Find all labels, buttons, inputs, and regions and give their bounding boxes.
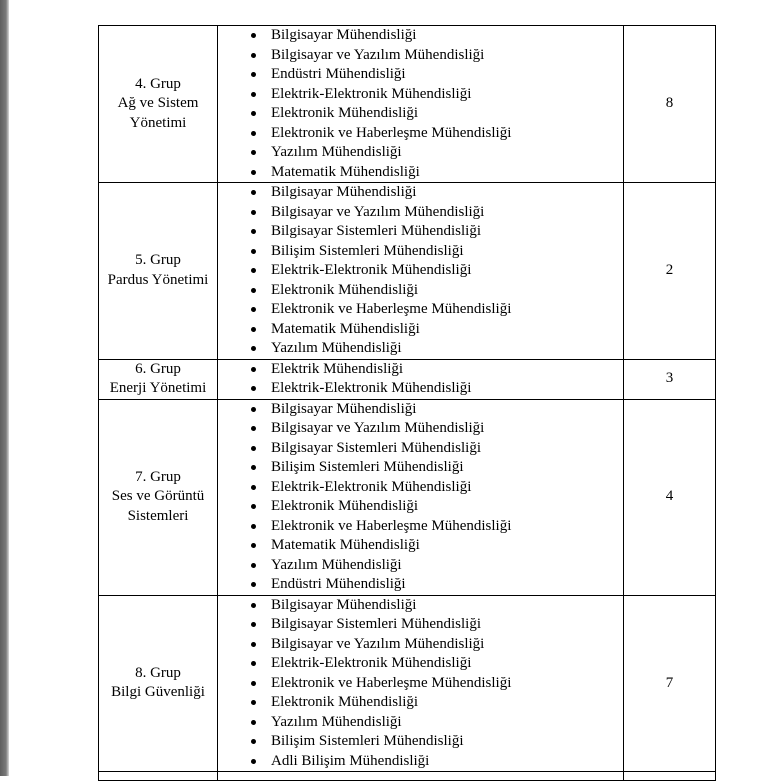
department-list-item: Elektronik ve Haberleşme Mühendisliği [218,300,623,320]
department-list-item: Elektrik-Elektronik Mühendisliği [218,379,623,399]
groups-table-body [99,26,716,781]
department-list-item: Bilgisayar Mühendisliği [218,26,623,46]
department-list-item: Bilgisayar Mühendisliği [218,183,623,203]
group-name-line: Ses ve Görüntü [111,488,205,505]
department-list-item: Bilişim Sistemleri Mühendisliği [218,242,623,262]
department-list-item: Bilgisayar Sistemleri Mühendisliği [218,615,623,635]
department-list-item: Bilgisayar Sistemleri Mühendisliği [218,439,623,459]
department-list-item: Elektronik ve Haberleşme Mühendisliği [218,674,623,694]
group-number: 5. Grup [135,252,181,269]
department-list-item: Elektrik Mühendisliği [218,360,623,380]
group-number: 4. Grup [135,75,181,92]
department-list-item: Endüstri Mühendisliği [218,575,623,595]
department-list-item: Matematik Mühendisliği [218,536,623,556]
department-list-item: Matematik Mühendisliği [218,320,623,340]
departments-cell [218,359,624,399]
department-list-item: Bilgisayar ve Yazılım Mühendisliği [218,419,623,439]
department-list-item: Bilgisayar ve Yazılım Mühendisliği [218,46,623,66]
department-list-item: Matematik Mühendisliği [218,163,623,183]
group-cell [99,399,218,595]
group-number: 6. Grup [135,360,181,377]
department-list-item: Endüstri Mühendisliği [218,65,623,85]
department-list-item: Elektrik-Elektronik Mühendisliği [218,478,623,498]
position-count: 7 [624,595,716,772]
department-list-item: Elektrik-Elektronik Mühendisliği [218,261,623,281]
position-count: 2 [624,183,716,360]
department-list-item: Yazılım Mühendisliği [218,713,623,733]
department-list [218,596,623,772]
group-name-line: Enerji Yönetimi [109,380,207,396]
department-list-item: Bilişim Sistemleri Mühendisliği [218,458,623,478]
department-list-item: Yazılım Mühendisliği [218,556,623,576]
departments-cell [218,399,624,595]
group-name-line: Pardus Yönetimi [107,271,209,288]
table-row [99,359,716,399]
table-row-partial [99,772,716,781]
table-row [99,183,716,360]
table-row [99,26,716,183]
department-list [218,26,623,182]
position-count: 4 [624,399,716,595]
group-number: 7. Grup [135,468,181,485]
department-list [218,360,623,399]
group-cell [99,359,218,399]
group-cell [99,183,218,360]
department-list-item: Elektrik-Elektronik Mühendisliği [218,654,623,674]
department-list-item: Yazılım Mühendisliği [218,143,623,163]
departments-cell [218,183,624,360]
department-list-item: Elektronik ve Haberleşme Mühendisliği [218,124,623,144]
department-list-item: Elektronik Mühendisliği [218,693,623,713]
table-row [99,399,716,595]
group-name-line: Ağ ve Sistem [117,95,199,112]
department-list-item: Elektronik Mühendisliği [218,497,623,517]
group-name-line: Sistemleri [127,507,189,524]
department-list-item: Bilgisayar ve Yazılım Mühendisliği [218,203,623,223]
department-list-item: Bilgisayar Mühendisliği [218,596,623,616]
table-row [99,595,716,772]
group-number: 8. Grup [135,664,181,681]
department-list-item: Yazılım Mühendisliği [218,339,623,359]
group-name-line: Bilgi Güvenliği [111,684,205,701]
department-list [218,400,623,595]
department-list-item: Elektronik Mühendisliği [218,281,623,301]
department-list-item: Elektronik Mühendisliği [218,104,623,124]
departments-cell [218,26,624,183]
department-list-item: Elektrik-Elektronik Mühendisliği [218,85,623,105]
group-cell-empty [99,772,218,781]
department-list-item: Bilgisayar ve Yazılım Mühendisliği [218,635,623,655]
department-list-item: Adli Bilişim Mühendisliği [218,752,623,772]
group-cell [99,26,218,183]
department-list [218,183,623,359]
count-cell-empty [624,772,716,781]
departments-cell [218,595,624,772]
groups-table [98,25,716,781]
departments-cell-empty [218,772,624,781]
group-cell [99,595,218,772]
department-list-item: Bilgisayar Sistemleri Mühendisliği [218,222,623,242]
viewer-left-edge [0,0,9,776]
department-list-item: Elektronik ve Haberleşme Mühendisliği [218,517,623,537]
position-count: 8 [624,26,716,183]
department-list-item: Bilişim Sistemleri Mühendisliği [218,732,623,752]
department-list-item: Bilgisayar Mühendisliği [218,400,623,420]
group-name-line: Yönetimi [129,114,187,131]
position-count: 3 [624,359,716,399]
